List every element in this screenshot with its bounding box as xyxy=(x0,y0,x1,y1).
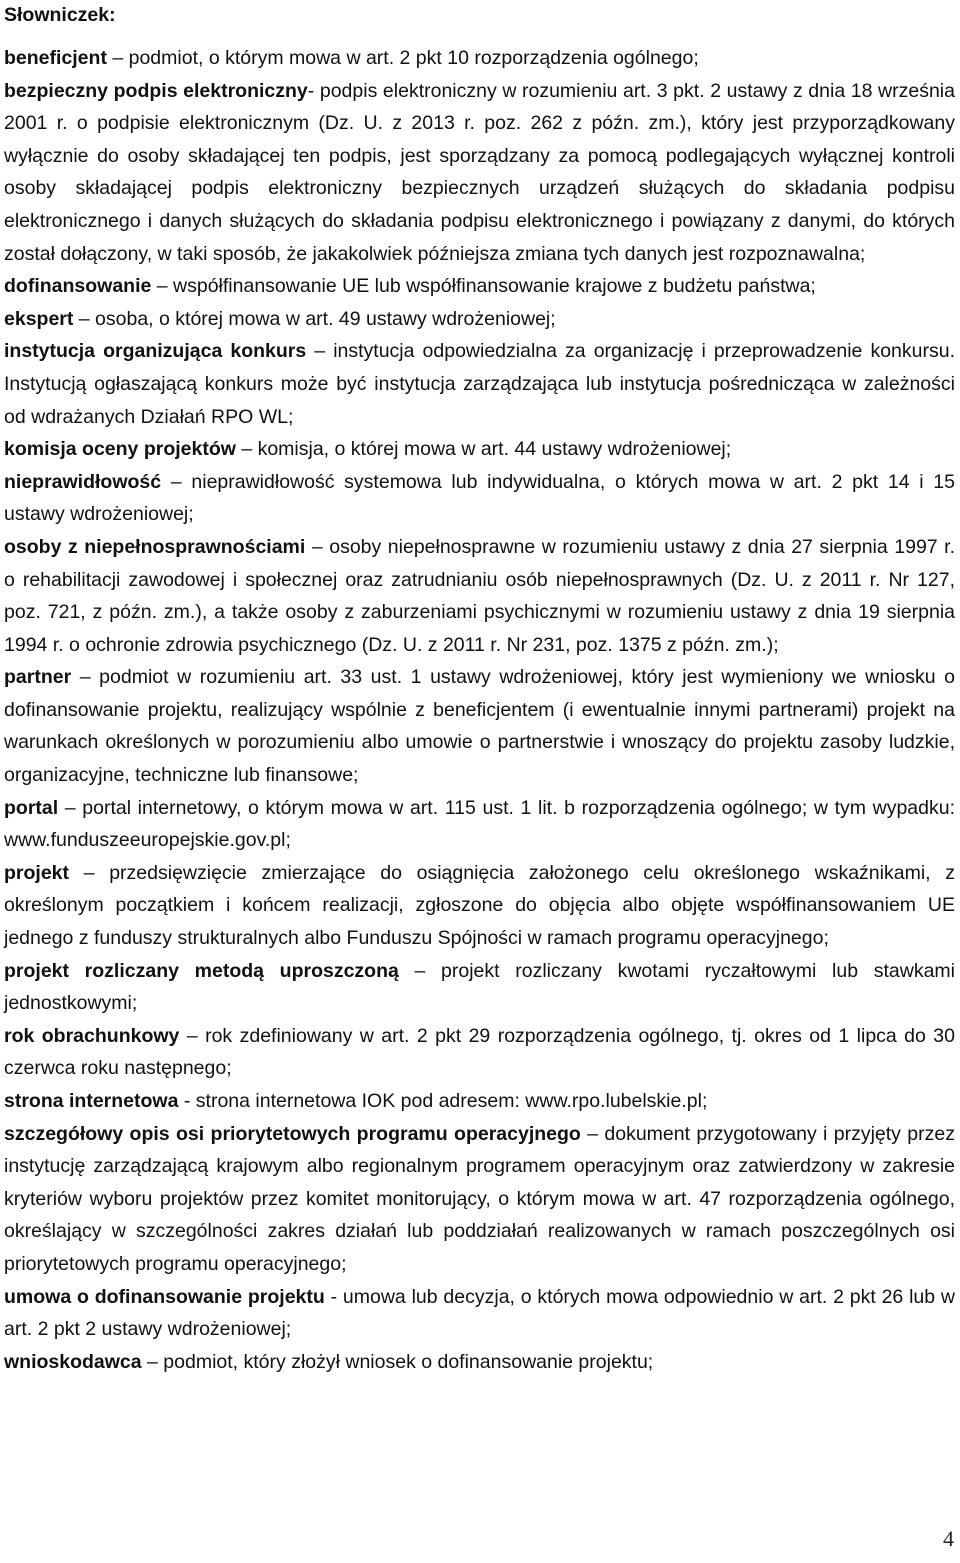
glossary-term: instytucja organizująca konkurs xyxy=(4,340,307,363)
glossary-term: beneficjent xyxy=(4,47,107,69)
glossary-definition: - strona internetowa IOK pod adresem: www.rpo.lubelskie.pl; xyxy=(178,1090,708,1112)
glossary-term: komisja oceny projektów xyxy=(4,438,236,461)
glossary-entry xyxy=(4,857,955,955)
glossary-term: partner xyxy=(4,666,72,689)
document-page xyxy=(4,0,955,1378)
glossary-definition: – podmiot, który złożył wniosek o dofinansowanie projektu; xyxy=(141,1350,654,1373)
glossary-definition: – dokument przygotowany i przyjęty przez instytucję zarządzającą krajowym albo regionalnym programem operacyjnym oraz zatwierdzony w zakresie kryteriów wyboru projektów przez komitet monitorujący, o którym mowa w art. 47 rozporządzenia ogólnego, określający w szczególności zakres działań lub poddziałań realizowanych w ramach poszczególnych osi priorytetowych programu operacyjnego; xyxy=(4,1122,955,1275)
glossary-entry xyxy=(4,303,955,336)
glossary-definition: – osoba, o której mowa w art. 49 ustawy wdrożeniowej; xyxy=(73,307,556,330)
glossary-entry xyxy=(4,1118,955,1281)
page-number: 4 xyxy=(943,1526,954,1551)
glossary-entry xyxy=(4,531,955,661)
glossary-definition: - umowa lub decyzja, o których mowa odpowiednio w art. 2 pkt 26 lub w art. 2 pkt 2 ustawy wdrożeniowej; xyxy=(4,1285,955,1341)
glossary-entry xyxy=(4,1346,955,1379)
glossary-definition: – rok zdefiniowany w art. 2 pkt 29 rozporządzenia ogólnego, tj. okres od 1 lipca do 30 czerwca roku następnego; xyxy=(4,1024,955,1080)
glossary-definition: – komisja, o której mowa w art. 44 ustawy wdrożeniowej; xyxy=(235,438,732,461)
glossary-term: projekt rozliczany metodą uproszczoną xyxy=(4,959,399,982)
glossary-entry xyxy=(4,433,955,466)
glossary-list xyxy=(4,42,955,1378)
glossary-entry xyxy=(4,335,955,433)
glossary-entry xyxy=(4,661,955,791)
glossary-definition: – instytucja odpowiedzialna za organizację i przeprowadzenie konkursu. Instytucją ogłaszającą konkurs może być instytucja zarządzająca lub instytucja pośrednicząca w zależności od wdrażanych Działań RPO WL; xyxy=(4,340,956,428)
glossary-term: nieprawidłowość xyxy=(4,470,162,493)
glossary-entry xyxy=(4,1020,955,1085)
glossary-term: wnioskodawca xyxy=(4,1350,142,1373)
glossary-entry xyxy=(4,270,955,303)
glossary-term: ekspert xyxy=(4,307,74,330)
glossary-entry xyxy=(4,792,955,857)
glossary-definition: – podmiot w rozumieniu art. 33 ust. 1 ustawy wdrożeniowej, który jest wymieniony we wniosku o dofinansowanie projektu, realizujący wspólnie z beneficjentem (i ewentualnie innymi partnerami) projekt na warunkach określonych w porozumieniu albo umowie o partnerstwie i wnoszący do projektu zasoby ludzkie, organizacyjne, techniczne lub finansowe; xyxy=(4,666,955,787)
glossary-definition: – przedsięwzięcie zmierzające do osiągnięcia założonego celu określonego wskaźnikami, z określonym początkiem i końcem realizacji, zgłoszone do objęcia albo objęte współfinansowaniem UE jednego z funduszy strukturalnych albo Funduszu Spójności w ramach programu operacyjnego; xyxy=(4,861,955,950)
glossary-entry xyxy=(4,466,955,531)
glossary-definition: – osoby niepełnosprawne w rozumieniu ustawy z dnia 27 sierpnia 1997 r. o rehabilitacji zawodowej i społecznej oraz zatrudnianiu osób niepełnosprawnych (Dz. U. z 2011 r. Nr 127, poz. 721, z późn. zm.), a także osoby z zaburzeniami psychicznymi w rozumieniu ustawy z dnia 19 sierpnia 1994 r. o ochronie zdrowia psychicznego (Dz. U. z 2011 r. Nr 231, poz. 1375 z późn. zm.); xyxy=(4,535,955,656)
glossary-term: portal xyxy=(4,796,59,819)
glossary-entry xyxy=(4,42,955,75)
glossary-entry xyxy=(4,1085,955,1118)
glossary-definition: - podpis elektroniczny w rozumieniu art. 3 pkt. 2 ustawy z dnia 18 września 2001 r. o podpisie elektronicznym (Dz. U. z 2013 r. poz. 262 z późn. zm.), który jest przyporządkowany wyłącznie do osoby składającej ten podpis, jest sporządzany za pomocą podlegających wyłącznej kontroli osoby składającej podpis elektroniczny bezpiecznych urządzeń służących do składania podpisu elektronicznego i danych służących do składania podpisu elektronicznego i powiązany z danymi, do których został dołączony, w taki sposób, że jakakolwiek późniejsza zmiana tych danych jest rozpoznawalna; xyxy=(4,79,955,265)
glossary-title: Słowniczek: xyxy=(4,4,116,26)
glossary-definition: – nieprawidłowość systemowa lub indywidualna, o których mowa w art. 2 pkt 14 i 15 ustawy wdrożeniowej; xyxy=(4,470,955,526)
glossary-term: szczegółowy opis osi priorytetowych programu operacyjnego xyxy=(4,1122,581,1145)
glossary-term: bezpieczny podpis elektroniczny xyxy=(4,79,308,102)
glossary-term: rok obrachunkowy xyxy=(4,1024,180,1047)
glossary-term: dofinansowanie xyxy=(4,275,152,298)
glossary-term: osoby z niepełnosprawnościami xyxy=(4,535,306,558)
glossary-definition: – portal internetowy, o którym mowa w art. 115 ust. 1 lit. b rozporządzenia ogólnego; w tym wypadku: www.funduszeeuropejskie.gov.pl; xyxy=(4,796,955,852)
glossary-entry xyxy=(4,1281,955,1346)
glossary-definition: – podmiot, o którym mowa w art. 2 pkt 10 rozporządzenia ogólnego; xyxy=(106,47,699,69)
glossary-definition: – współfinansowanie UE lub współfinansowanie krajowe z budżetu państwa; xyxy=(151,275,816,298)
glossary-term: projekt xyxy=(4,861,70,884)
glossary-term: strona internetowa xyxy=(4,1090,179,1112)
glossary-term: umowa o dofinansowanie projektu xyxy=(4,1285,325,1308)
glossary-entry xyxy=(4,75,955,271)
glossary-definition: – projekt rozliczany kwotami ryczałtowymi lub stawkami jednostkowymi; xyxy=(4,959,956,1015)
glossary-entry xyxy=(4,955,955,1020)
